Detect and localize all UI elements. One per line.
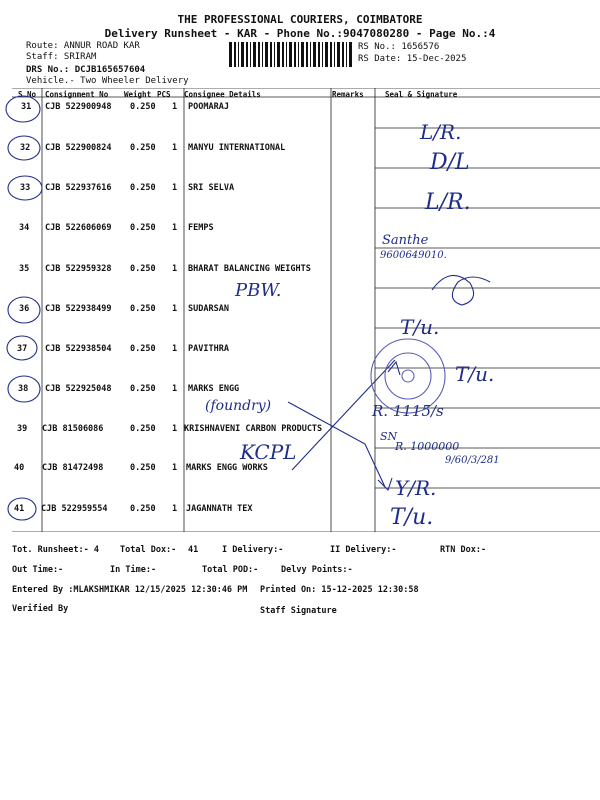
row-sno: 31 bbox=[21, 102, 32, 112]
rtn-dox: RTN Dox:- bbox=[440, 545, 487, 555]
row-consignment: CJB 522606069 bbox=[45, 223, 112, 233]
row-sno: 34 bbox=[19, 223, 30, 233]
row-consignee: SUDARSAN bbox=[188, 304, 229, 314]
row-pcs: 1 bbox=[172, 143, 178, 153]
row-consignee: KRISHNAVENI CARBON PRODUCTS bbox=[184, 424, 323, 434]
row-consignment: CJB 522959328 bbox=[45, 264, 112, 274]
row-pcs: 1 bbox=[172, 463, 178, 473]
runsheet-subtitle: Delivery Runsheet - KAR - Phone No.:9047080280 - Page No.:4 bbox=[104, 27, 496, 40]
row-sno: 39 bbox=[17, 424, 28, 434]
company-title: THE PROFESSIONAL COURIERS, COIMBATORE bbox=[177, 13, 423, 26]
header-sno: S No bbox=[18, 90, 37, 99]
handwritten-remark-40: KCPL bbox=[240, 440, 297, 464]
row-pcs: 1 bbox=[172, 304, 178, 314]
handwritten-remark-39c: 9/60/3/281 bbox=[445, 455, 500, 466]
row-consignee: MARKS ENGG bbox=[188, 384, 240, 394]
row-consignee: MARKS ENGG WORKS bbox=[186, 463, 268, 473]
header-remarks: Remarks bbox=[332, 90, 364, 99]
handwritten-remark-36: T/u. bbox=[400, 315, 440, 339]
handwritten-remark-31: L/R. bbox=[420, 120, 462, 144]
row-sno: 40 bbox=[14, 463, 25, 473]
route-label: Route: ANNUR ROAD KAR bbox=[26, 41, 140, 51]
row-consignment: CJB 522938499 bbox=[45, 304, 112, 314]
row-consignee: PAVITHRA bbox=[188, 344, 229, 354]
entered-by: Entered By :MLAKSHMIKAR 12/15/2025 12:30:46 PM bbox=[12, 585, 248, 595]
out-time: Out Time:- bbox=[12, 565, 64, 575]
row-sno: 41 bbox=[14, 504, 25, 514]
total-runsheet: Tot. Runsheet:- 4 bbox=[12, 545, 99, 555]
row-pcs: 1 bbox=[172, 223, 178, 233]
barcode-icon bbox=[229, 42, 353, 67]
total-dox-value: 41 bbox=[188, 545, 199, 555]
drs-number: DRS No.: DCJB165657604 bbox=[26, 65, 146, 75]
row-pcs: 1 bbox=[172, 344, 178, 354]
row-weight: 0.250 bbox=[130, 344, 156, 354]
handwritten-remark-33: L/R. bbox=[425, 190, 471, 215]
row-sno: 37 bbox=[17, 344, 28, 354]
rs-number: RS No.: 1656576 bbox=[358, 42, 440, 52]
row-sno: 36 bbox=[19, 304, 30, 314]
row-consignee: SRI SELVA bbox=[188, 183, 235, 193]
row-pcs: 1 bbox=[172, 183, 178, 193]
total-pod: Total POD:- bbox=[202, 565, 259, 575]
row-consignment: CJB 522900824 bbox=[45, 143, 112, 153]
row-consignment: CJB 522925048 bbox=[45, 384, 112, 394]
handwritten-remark-37: T/u. bbox=[455, 362, 495, 386]
row-sno: 38 bbox=[18, 384, 29, 394]
row-consignee: FEMPS bbox=[188, 223, 214, 233]
header-pcs: PCS bbox=[157, 90, 171, 99]
row-weight: 0.250 bbox=[130, 102, 156, 112]
handwritten-remark-35: PBW. bbox=[235, 280, 282, 301]
row-consignment: CJB 522959554 bbox=[41, 504, 108, 514]
ii-delivery: II Delivery:- bbox=[330, 545, 397, 555]
row-consignee: BHARAT BALANCING WEIGHTS bbox=[188, 264, 311, 274]
row-weight: 0.250 bbox=[130, 264, 156, 274]
verified-by: Verified By bbox=[12, 604, 69, 614]
row-weight: 0.250 bbox=[130, 183, 156, 193]
handwritten-remark-32: D/L bbox=[430, 150, 470, 175]
row-consignment: CJB 522937616 bbox=[45, 183, 112, 193]
delivery-points: Delvy Points:- bbox=[281, 565, 353, 575]
row-sno: 32 bbox=[20, 143, 31, 153]
header-seal: Seal & Signature bbox=[385, 90, 458, 99]
handwritten-remark-39b: R. 1000000 bbox=[395, 440, 460, 453]
handwritten-remark-34a: Santhe bbox=[382, 233, 429, 248]
row-consignment: CJB 81506086 bbox=[42, 424, 104, 434]
handwritten-remark-41: T/u. bbox=[390, 505, 434, 530]
row-weight: 0.250 bbox=[130, 143, 156, 153]
row-weight: 0.250 bbox=[130, 384, 156, 394]
row-consignee: MANYU INTERNATIONAL bbox=[188, 143, 286, 153]
header-consignment: Consignment No bbox=[45, 90, 109, 99]
header-consignee: Consignee Details bbox=[184, 90, 261, 99]
staff-signature: Staff Signature bbox=[260, 606, 337, 616]
in-time: In Time:- bbox=[110, 565, 157, 575]
row-pcs: 1 bbox=[172, 102, 178, 112]
handwritten-remark-34b: 9600649010. bbox=[380, 250, 447, 261]
header-weight: Weight bbox=[124, 90, 152, 99]
row-consignee: JAGANNATH TEX bbox=[186, 504, 253, 514]
row-weight: 0.250 bbox=[130, 463, 156, 473]
row-consignment: CJB 522900948 bbox=[45, 102, 112, 112]
row-pcs: 1 bbox=[172, 504, 178, 514]
vehicle-label: Vehicle.- Two Wheeler Delivery bbox=[26, 76, 189, 86]
row-pcs: 1 bbox=[172, 424, 178, 434]
staff-label: Staff: SRIRAM bbox=[26, 52, 97, 62]
row-consignment: CJB 522938504 bbox=[45, 344, 112, 354]
handwritten-remark-40b: Y/R. bbox=[395, 476, 437, 500]
row-weight: 0.250 bbox=[130, 223, 156, 233]
row-weight: 0.250 bbox=[130, 504, 156, 514]
row-pcs: 1 bbox=[172, 264, 178, 274]
row-sno: 33 bbox=[20, 183, 31, 193]
row-weight: 0.250 bbox=[130, 424, 156, 434]
printed-on: Printed On: 15-12-2025 12:30:58 bbox=[260, 585, 419, 595]
handwritten-remark-39a: SN bbox=[380, 430, 398, 443]
handwritten-remark-38: (foundry) bbox=[205, 398, 272, 414]
row-consignee: POOMARAJ bbox=[188, 102, 229, 112]
i-delivery: I Delivery:- bbox=[222, 545, 284, 555]
rs-date: RS Date: 15-Dec-2025 bbox=[358, 54, 467, 64]
total-dox-label: Total Dox:- bbox=[120, 545, 177, 555]
row-pcs: 1 bbox=[172, 384, 178, 394]
row-consignment: CJB 81472498 bbox=[42, 463, 104, 473]
row-weight: 0.250 bbox=[130, 304, 156, 314]
handwritten-remark-38b: R. 1115/s bbox=[372, 402, 444, 420]
row-sno: 35 bbox=[19, 264, 30, 274]
